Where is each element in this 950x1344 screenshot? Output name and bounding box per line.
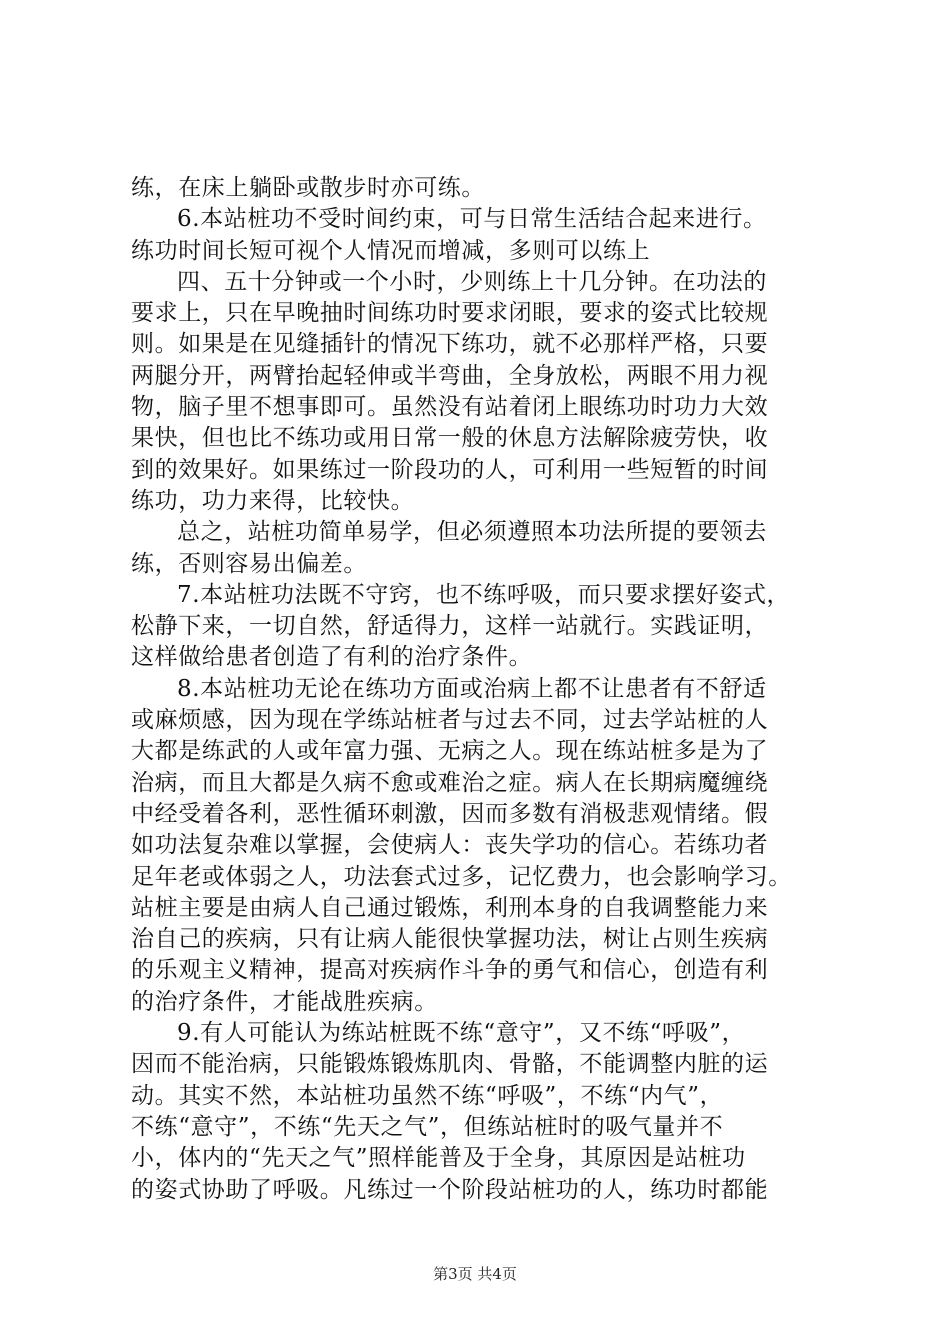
text-line: 果快，但也比不练功或用日常一般的休息方法解除疲劳快，收	[131, 425, 769, 452]
text-line: 物，脑子里不想事即可。虽然没有站着闭上眼练功时功力大效	[131, 394, 769, 421]
text-line: 的治疗条件，才能战胜疾病。	[131, 988, 438, 1015]
text-line: 练，否则容易出偏差。	[131, 550, 367, 577]
text-line: 中经受着各利，恶性循环刺激，因而多数有消极悲观情绪。假	[131, 800, 769, 827]
text-line: 因而不能治病，只能锻炼锻炼肌肉、骨骼，不能调整内脏的运	[131, 1051, 769, 1078]
text-line: 或麻烦感，因为现在学练站桩者与过去不同，过去学站桩的人	[131, 707, 769, 734]
text-line: 松静下来，一切自然，舒适得力，这样一站就行。实践证明，	[131, 613, 769, 640]
text-line: 足年老或体弱之人，功法套式过多，记忆费力，也会影响学习。	[131, 863, 792, 890]
text-line: 四、五十分钟或一个小时，少则练上十几分钟。在功法的	[177, 268, 767, 295]
text-line: 练功，功力来得，比较快。	[131, 487, 415, 514]
text-line: 则。如果是在见缝插针的情况下练功，就不必那样严格，只要	[131, 331, 769, 358]
text-line: 的乐观主义精神，提高对疾病作斗争的勇气和信心，创造有利	[131, 957, 769, 984]
page-number-label: 第3页 共4页	[433, 1265, 517, 1283]
text-line: 8.本站桩功无论在练功方面或治病上都不让患者有不舒适	[177, 675, 767, 702]
text-line: 小，体内的“先天之气”照样能普及于全身，其原因是站桩功	[131, 1145, 746, 1172]
text-line: 的姿式协助了呼吸。凡练过一个阶段站桩功的人，练功时都能	[131, 1176, 769, 1203]
text-line: 两腿分开，两臂抬起轻伸或半弯曲，全身放松，两眼不用力视	[131, 362, 769, 389]
text-line: 治自己的疾病，只有让病人能很快掌握功法，树让占则生疾病	[131, 926, 769, 953]
text-line: 大都是练武的人或年富力强、无病之人。现在练站桩多是为了	[131, 738, 769, 765]
text-line: 总之，站桩功简单易学，但必须遵照本功法所提的要领去	[177, 519, 767, 546]
page-footer	[0, 1263, 950, 1284]
text-line: 治病，而且大都是久病不愈或难治之症。病人在长期病魔缠绕	[131, 769, 769, 796]
text-line: 动。其实不然，本站桩功虽然不练“呼吸”，不练“内气”，	[131, 1082, 724, 1109]
text-line: 要求上，只在早晚抽时间练功时要求闭眼，要求的姿式比较规	[131, 300, 769, 327]
text-line: 如功法复杂难以掌握，会使病人：丧失学功的信心。若练功者	[131, 832, 769, 859]
text-line: 9.有人可能认为练站桩既不练“意守”，又不练“呼吸”，	[177, 1020, 746, 1047]
document-body	[131, 173, 831, 1206]
text-line: 不练“意守”，不练“先天之气”，但练站桩时的吸气量并不	[131, 1113, 724, 1140]
text-line: 这样做给患者创造了有利的治疗条件。	[131, 644, 533, 671]
text-line: 练，在床上躺卧或散步时亦可练。	[131, 175, 485, 201]
text-line: 练功时间长短可视个人情况而增减，多则可以练上	[131, 237, 651, 264]
text-line: 到的效果好。如果练过一阶段功的人，可利用一些短暂的时间	[131, 456, 769, 483]
text-line: 7.本站桩功法既不守窍，也不练呼吸，而只要求摆好姿式，	[177, 581, 791, 608]
text-line: 站桩主要是由病人自己通过锻炼，利刑本身的自我调整能力来	[131, 894, 769, 921]
text-line: 6.本站桩功不受时间约束，可与日常生活结合起来进行。	[177, 206, 767, 233]
